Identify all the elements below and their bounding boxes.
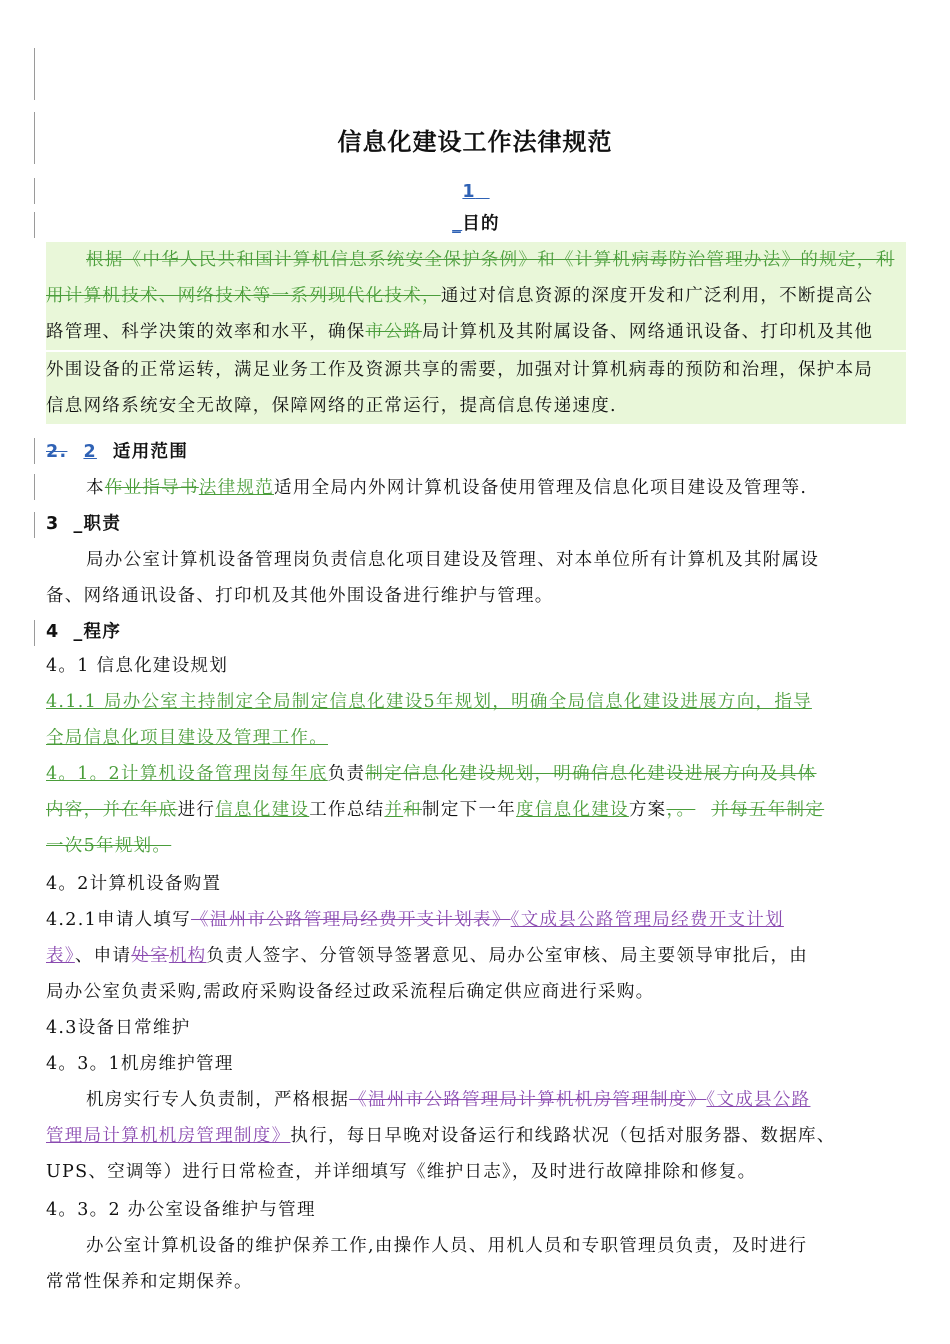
change-bar	[34, 48, 35, 100]
inserted-text: 信息化建设	[215, 800, 310, 820]
scope-line	[46, 470, 906, 506]
heading-prefix: _	[73, 622, 84, 642]
purpose-line: 信息网络系统安全无故障，保障网络的正常运行，提高信息传递速度.	[46, 388, 906, 424]
subsection-heading: 4。2计算机设备购置	[46, 874, 222, 894]
paragraph-text: 负责人签字、分管领导签署意见、局办公室审核、局主要领导审批后，由	[206, 946, 809, 966]
paragraph-text: 执行，每日早晚对设备运行和线路状况（包括对服务器、数据库、	[290, 1126, 836, 1146]
purpose-line: 外围设备的正常运转，满足业务工作及资源共享的需要，加强对计算机病毒的预防和治理，保护本局	[46, 352, 906, 388]
purpose-line	[46, 242, 906, 278]
paragraph-text: 办公室计算机设备的维护保养工作,由操作人员、用机人员和专职管理员负责，及时进行	[86, 1236, 808, 1256]
inserted-text: 表》	[46, 946, 75, 966]
paragraph-text: 工作总结	[309, 800, 385, 820]
change-bar	[34, 438, 35, 464]
item-421-line	[46, 938, 906, 974]
subsection-heading: 4.3设备日常维护	[46, 1018, 191, 1038]
paragraph-text: 方案	[628, 800, 667, 820]
deleted-text: 并每五年制定	[711, 800, 825, 820]
paragraph-text: 适用全局内外网计算机设备使用管理及信息化项目建设及管理等.	[274, 478, 808, 498]
deleted-text: 用计算机技术、网络技术等一系列现代化技术，	[46, 286, 441, 306]
deleted-text: 作业指导书	[104, 478, 199, 498]
deleted-text: 制定信息化建设规划，明确信息化建设进展方向及具体	[365, 764, 817, 784]
inserted-text: 并	[384, 800, 404, 820]
section-number: 3	[46, 514, 60, 534]
deleted-text: 《温州市公路管理局经费开支计划表》	[191, 910, 511, 930]
inserted-paragraph-line	[46, 684, 906, 720]
deleted-text: 处室	[131, 946, 169, 966]
office-line	[46, 1228, 906, 1264]
subsection-heading: 4。1 信息化建设规划	[46, 656, 229, 676]
purpose-line	[46, 278, 906, 314]
change-bar	[34, 474, 35, 500]
section-number: 4	[46, 622, 60, 642]
deleted-text: 市公路	[365, 322, 423, 342]
heading-prefix: _	[452, 214, 463, 234]
inserted-text: 《文成县公路管理局经费开支计划	[510, 910, 784, 930]
inserted-text: 度信息化建设	[516, 800, 629, 820]
deleted-text: 《温州市公路管理局计算机机房管理制度》	[349, 1090, 707, 1110]
purpose-line	[46, 314, 906, 350]
subsection-heading: 4。3。2 办公室设备维护与管理	[46, 1200, 316, 1220]
inserted-text: 管理局计算机机房管理制度》	[46, 1126, 291, 1146]
deleted-text: 一次5年规划。	[46, 836, 172, 856]
paragraph-text: 进行	[177, 800, 216, 820]
paragraph-text: 路管理、科学决策的效率和水平，确保	[46, 322, 366, 342]
paragraph-text: 机房实行专人负责制，严格根据	[86, 1090, 350, 1110]
duty-line	[46, 542, 906, 578]
section-2-heading	[46, 434, 906, 470]
inserted-text: 4。1。2计算机设备管理岗每年底	[46, 764, 328, 784]
section-heading: 程序	[83, 622, 122, 642]
paragraph-text: 4.2.1申请人填写	[46, 910, 192, 930]
item-412-line	[46, 792, 906, 828]
deleted-text: 和	[403, 800, 423, 820]
paragraph-text: 本	[86, 478, 105, 498]
section-3-heading	[46, 506, 906, 542]
deleted-text: 根据《中华人民共和国计算机信息系统安全保护条例》和《计算机病毒防治管理办法》的规定，利	[86, 250, 895, 270]
change-bar	[34, 620, 35, 646]
item-421-line	[46, 902, 906, 938]
inserted-text: 4.1.1 局办公室主持制定全局制定信息化建设5年规划，明确全局信息化建设进展方向，指导	[46, 692, 812, 712]
office-line: 常常性保养和定期保养。	[46, 1272, 253, 1292]
item-412-line	[46, 828, 906, 864]
section-heading: 适用范围	[112, 442, 189, 462]
paragraph-text: 局计算机及其附属设备、网络通讯设备、打印机及其他	[422, 322, 874, 342]
change-bar	[34, 512, 35, 538]
section-4-heading	[46, 614, 906, 650]
inserted-text: 机构	[168, 946, 207, 966]
heading-prefix: _	[73, 514, 84, 534]
duty-line: 备、网络通讯设备、打印机及其他外围设备进行维护与管理。	[46, 586, 554, 606]
deleted-number: 2.	[46, 442, 68, 462]
item-412-line	[46, 756, 906, 792]
change-bar	[34, 178, 35, 204]
room-line	[46, 1118, 906, 1154]
subsection-heading: 4。3。1机房维护管理	[46, 1054, 234, 1074]
paragraph-text: 通过对信息资源的深度开发和广泛利用，不断提高公	[440, 286, 874, 306]
paragraph-text: 局办公室计算机设备管理岗负责信息化项目建设及管理、对本单位所有计算机及其附属设	[86, 550, 820, 570]
room-line	[46, 1082, 906, 1118]
page-title: 信息化建设工作法律规范	[337, 128, 613, 156]
section-1-heading	[46, 206, 906, 242]
room-line: UPS、空调等）进行日常检查，并详细填写《维护日志》，及时进行故障排除和修复。	[46, 1162, 757, 1182]
inserted-number: 2	[83, 442, 97, 462]
section-1-number	[46, 174, 906, 210]
inserted-paragraph-line	[46, 720, 906, 756]
inserted-text: 《文成县公路	[706, 1090, 811, 1110]
item-421-line: 局办公室负责采购,需政府采购设备经过政采流程后确定供应商进行采购。	[46, 982, 655, 1002]
change-bar	[34, 212, 35, 238]
section-number: 1	[462, 182, 476, 202]
section-heading: 职责	[83, 514, 122, 534]
paragraph-text: 负责	[327, 764, 366, 784]
deleted-text: ，。	[666, 800, 696, 820]
paragraph-text: 制定下一年	[422, 800, 517, 820]
paragraph-text: 、申请	[74, 946, 132, 966]
inserted-text: 全局信息化项目建设及管理工作。	[46, 728, 328, 748]
section-heading: 目的	[462, 214, 500, 234]
inserted-text: 法律规范	[198, 478, 275, 498]
deleted-text: 内容，并在年底	[46, 800, 178, 820]
